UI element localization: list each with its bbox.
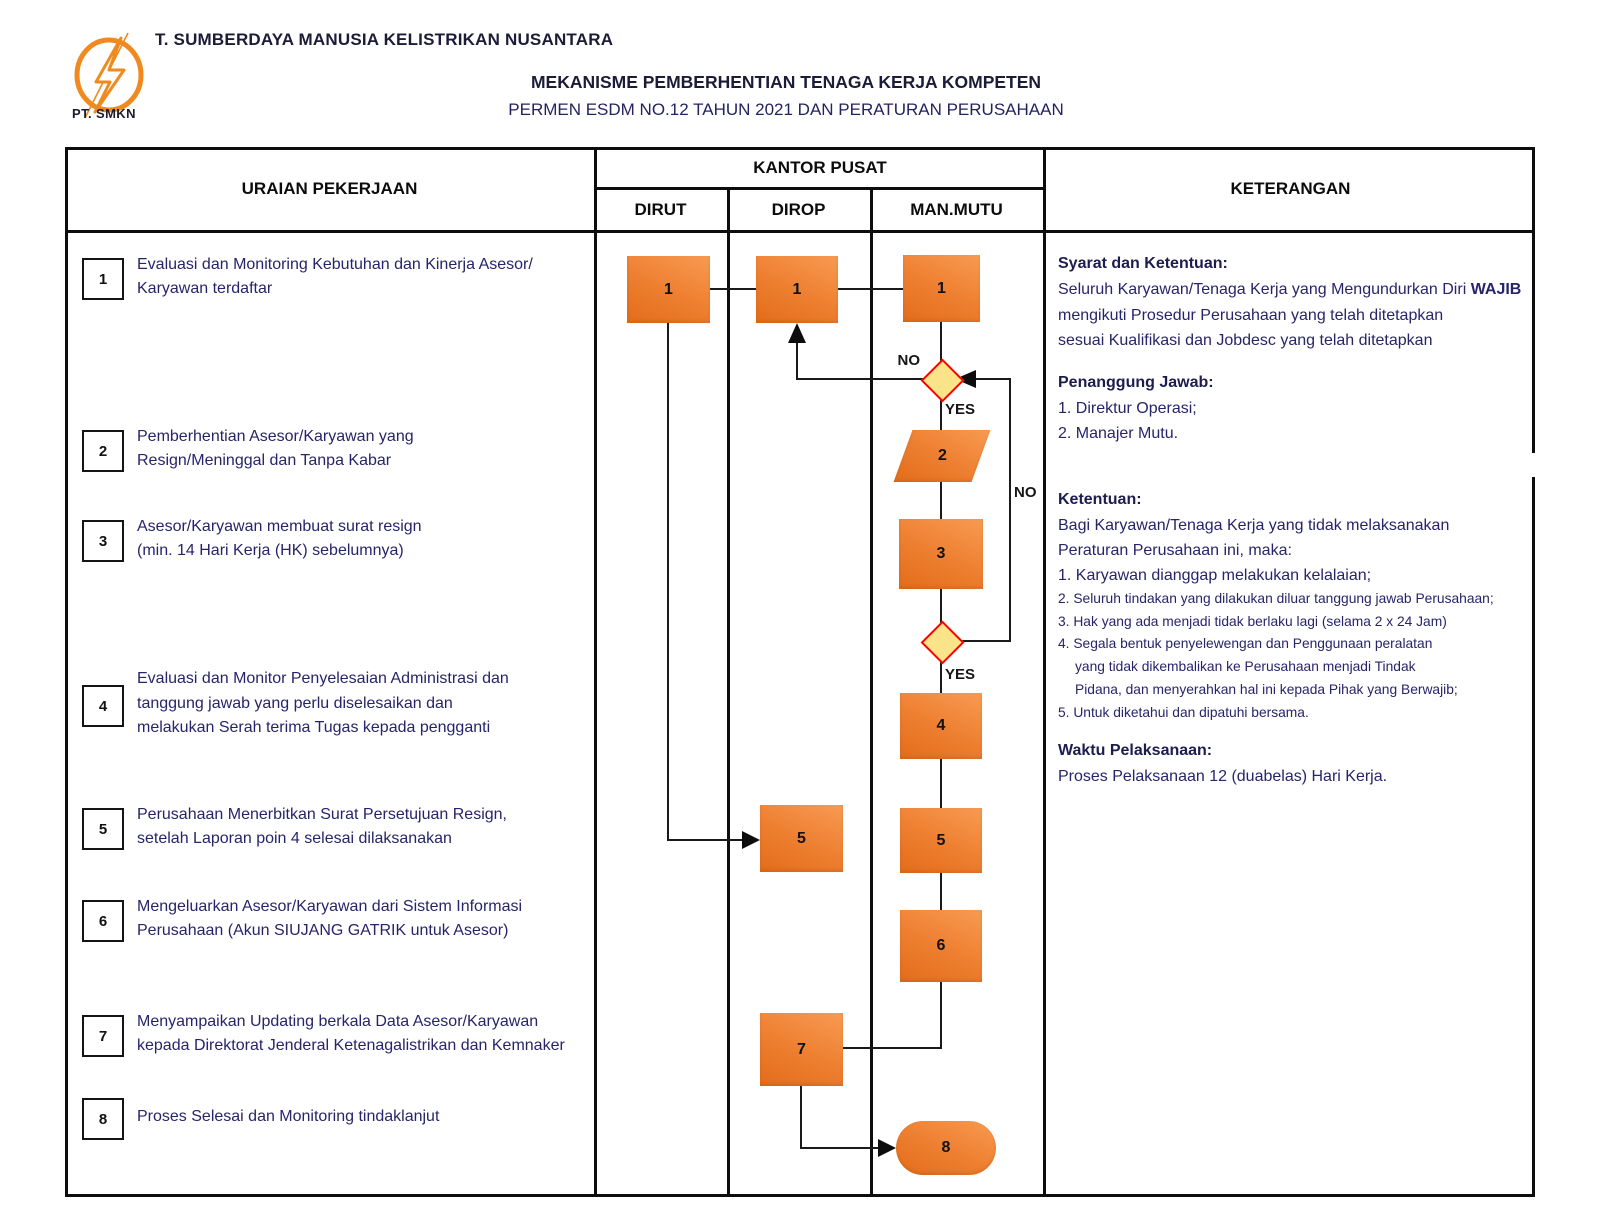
flow-step-5-dirop: 5 [760,805,843,872]
keterangan-line: 1. Direktur Operasi; [1058,399,1197,417]
keterangan-line: Seluruh Karyawan/Tenaga Kerja yang Mengundurkan Diri WAJIB [1058,281,1522,298]
step-number-box: 4 [82,685,124,727]
keterangan-heading: Ketentuan: [1058,490,1142,508]
keterangan-heading: Syarat dan Ketentuan: [1058,255,1228,272]
step-number-box: 8 [82,1098,124,1140]
uraian-text-line: Evaluasi dan Monitor Penyelesaian Administrasi dan [137,670,509,688]
decision-2-yes-label: YES [945,666,976,683]
keterangan-line: 2. Seluruh tindakan yang dilakukan diluar tanggung jawab Perusahaan; [1058,591,1494,606]
arrowhead-up-into-dirop-1 [788,323,806,343]
flow-step-5-manmutu: 5 [900,808,982,873]
uraian-text-line: Mengeluarkan Asesor/Karyawan dari Sistem Informasi [137,897,523,915]
keterangan-line: Bagi Karyawan/Tenaga Kerja yang tidak melaksanakan [1058,516,1450,534]
decision-1-yes-label: YES [945,401,976,418]
uraian-text-line: Evaluasi dan Monitoring Kebutuhan dan Kinerja Asesor/ [137,255,533,273]
decision-1-no-label: NO [897,352,920,369]
flow-step-4: 4 [900,693,982,759]
keterangan-line: Proses Pelaksanaan 12 (duabelas) Hari Kerja. [1058,768,1388,786]
step-number-box: 5 [82,808,124,850]
flow-step-1-dirop: 1 [756,256,838,323]
keterangan-line: 1. Karyawan dianggap melakukan kelalaian; [1058,566,1372,584]
uraian-text-line: setelah Laporan poin 4 selesai dilaksanakan [137,830,452,847]
flow-step-8-terminator: 8 [896,1121,996,1175]
logo-caption: PT. SMKN [72,106,136,121]
flow-step-3: 3 [899,519,983,589]
step-number-box: 2 [82,430,124,472]
uraian-text-line: Menyampaikan Updating berkala Data Asesor/Karyawan [137,1012,539,1030]
flowchart-table [65,147,1535,1197]
keterangan-section [1058,738,1540,790]
flow-step-1-manmutu: 1 [903,255,980,322]
flow-step-7: 7 [760,1013,843,1086]
step-number-box: 7 [82,1015,124,1057]
keterangan-section [1058,370,1540,447]
column-header-keterangan: KETERANGAN [1230,179,1351,198]
column-header-manmutu: MAN.MUTU [910,200,1003,219]
uraian-text-line: Pemberhentian Asesor/Karyawan yang [137,427,414,445]
column-header-dirut: DIRUT [634,200,687,219]
step-number-box: 6 [82,900,124,942]
keterangan-line: sesuai Kualifikasi dan Jobdesc yang telah ditetapkan [1058,332,1433,349]
keterangan-line: Pidana, dan menyerahkan hal ini kepada Pihak yang Berwajib; [1075,681,1458,697]
keterangan-line: 5. Untuk diketahui dan dipatuhi bersama. [1058,704,1309,720]
uraian-text-line: Perusahaan (Akun SIUJANG GATRIK untuk Asesor) [137,922,509,939]
flow-step-6: 6 [900,910,982,982]
column-header-uraian: URAIAN PEKERJAAN [241,179,418,198]
keterangan-line: Peraturan Perusahaan ini, maka: [1058,542,1292,559]
keterangan-line: 3. Hak yang ada menjadi tidak berlaku lagi (selama 2 x 24 Jam) [1058,613,1447,629]
uraian-text-line: kepada Direktorat Jenderal Ketenagalistrikan dan Kemnaker [137,1037,565,1054]
uraian-text-line: Asesor/Karyawan membuat surat resign [137,517,422,535]
uraian-text-line: Proses Selesai dan Monitoring tindaklanjut [137,1107,440,1125]
uraian-text-line: (min. 14 Hari Kerja (HK) sebelumnya) [137,542,404,559]
keterangan-line: 4. Segala bentuk penyelewengan dan Penggunaan peralatan [1058,636,1433,652]
uraian-text-line: Karyawan terdaftar [137,280,273,297]
column-header-kantor-pusat: KANTOR PUSAT [753,158,887,177]
flow-step-2-parallelogram: 2 [894,430,991,482]
uraian-text-line: Perusahaan Menerbitkan Surat Persetujuan Resign, [137,805,507,823]
keterangan-content [1058,247,1540,790]
keterangan-section [1058,251,1540,354]
flow-step-1-dirut: 1 [627,256,710,323]
keterangan-heading: Penanggung Jawab: [1058,373,1214,391]
keterangan-section [1058,487,1540,725]
arrowhead-right-into-step-8 [878,1139,896,1157]
page-title: MEKANISME PEMBERHENTIAN TENAGA KERJA KOMPETEN [530,72,1042,92]
step-number-box: 3 [82,520,124,562]
step-number-box: 1 [82,258,124,300]
uraian-text-line: Resign/Meninggal dan Tanpa Kabar [137,452,392,469]
company-name: T. SUMBERDAYA MANUSIA KELISTRIKAN NUSANTARA [155,30,614,49]
keterangan-heading: Waktu Pelaksanaan: [1058,742,1213,760]
page-subtitle: PERMEN ESDM NO.12 TAHUN 2021 DAN PERATURAN PERUSAHAAN [508,100,1064,119]
decision-2-no-label: NO [1014,484,1037,501]
keterangan-line: 2. Manajer Mutu. [1058,425,1179,442]
uraian-text-line: melakukan Serah terima Tugas kepada pengganti [137,719,491,737]
column-header-dirop: DIROP [771,200,826,219]
arrowhead-right-into-dirop-5 [742,831,760,849]
keterangan-line: mengikuti Prosedur Perusahaan yang telah ditetapkan [1058,306,1444,324]
uraian-text-line: tanggung jawab yang perlu diselesaikan dan [137,694,453,712]
keterangan-line: yang tidak dikembalikan ke Perusahaan menjadi Tindak [1075,659,1416,675]
